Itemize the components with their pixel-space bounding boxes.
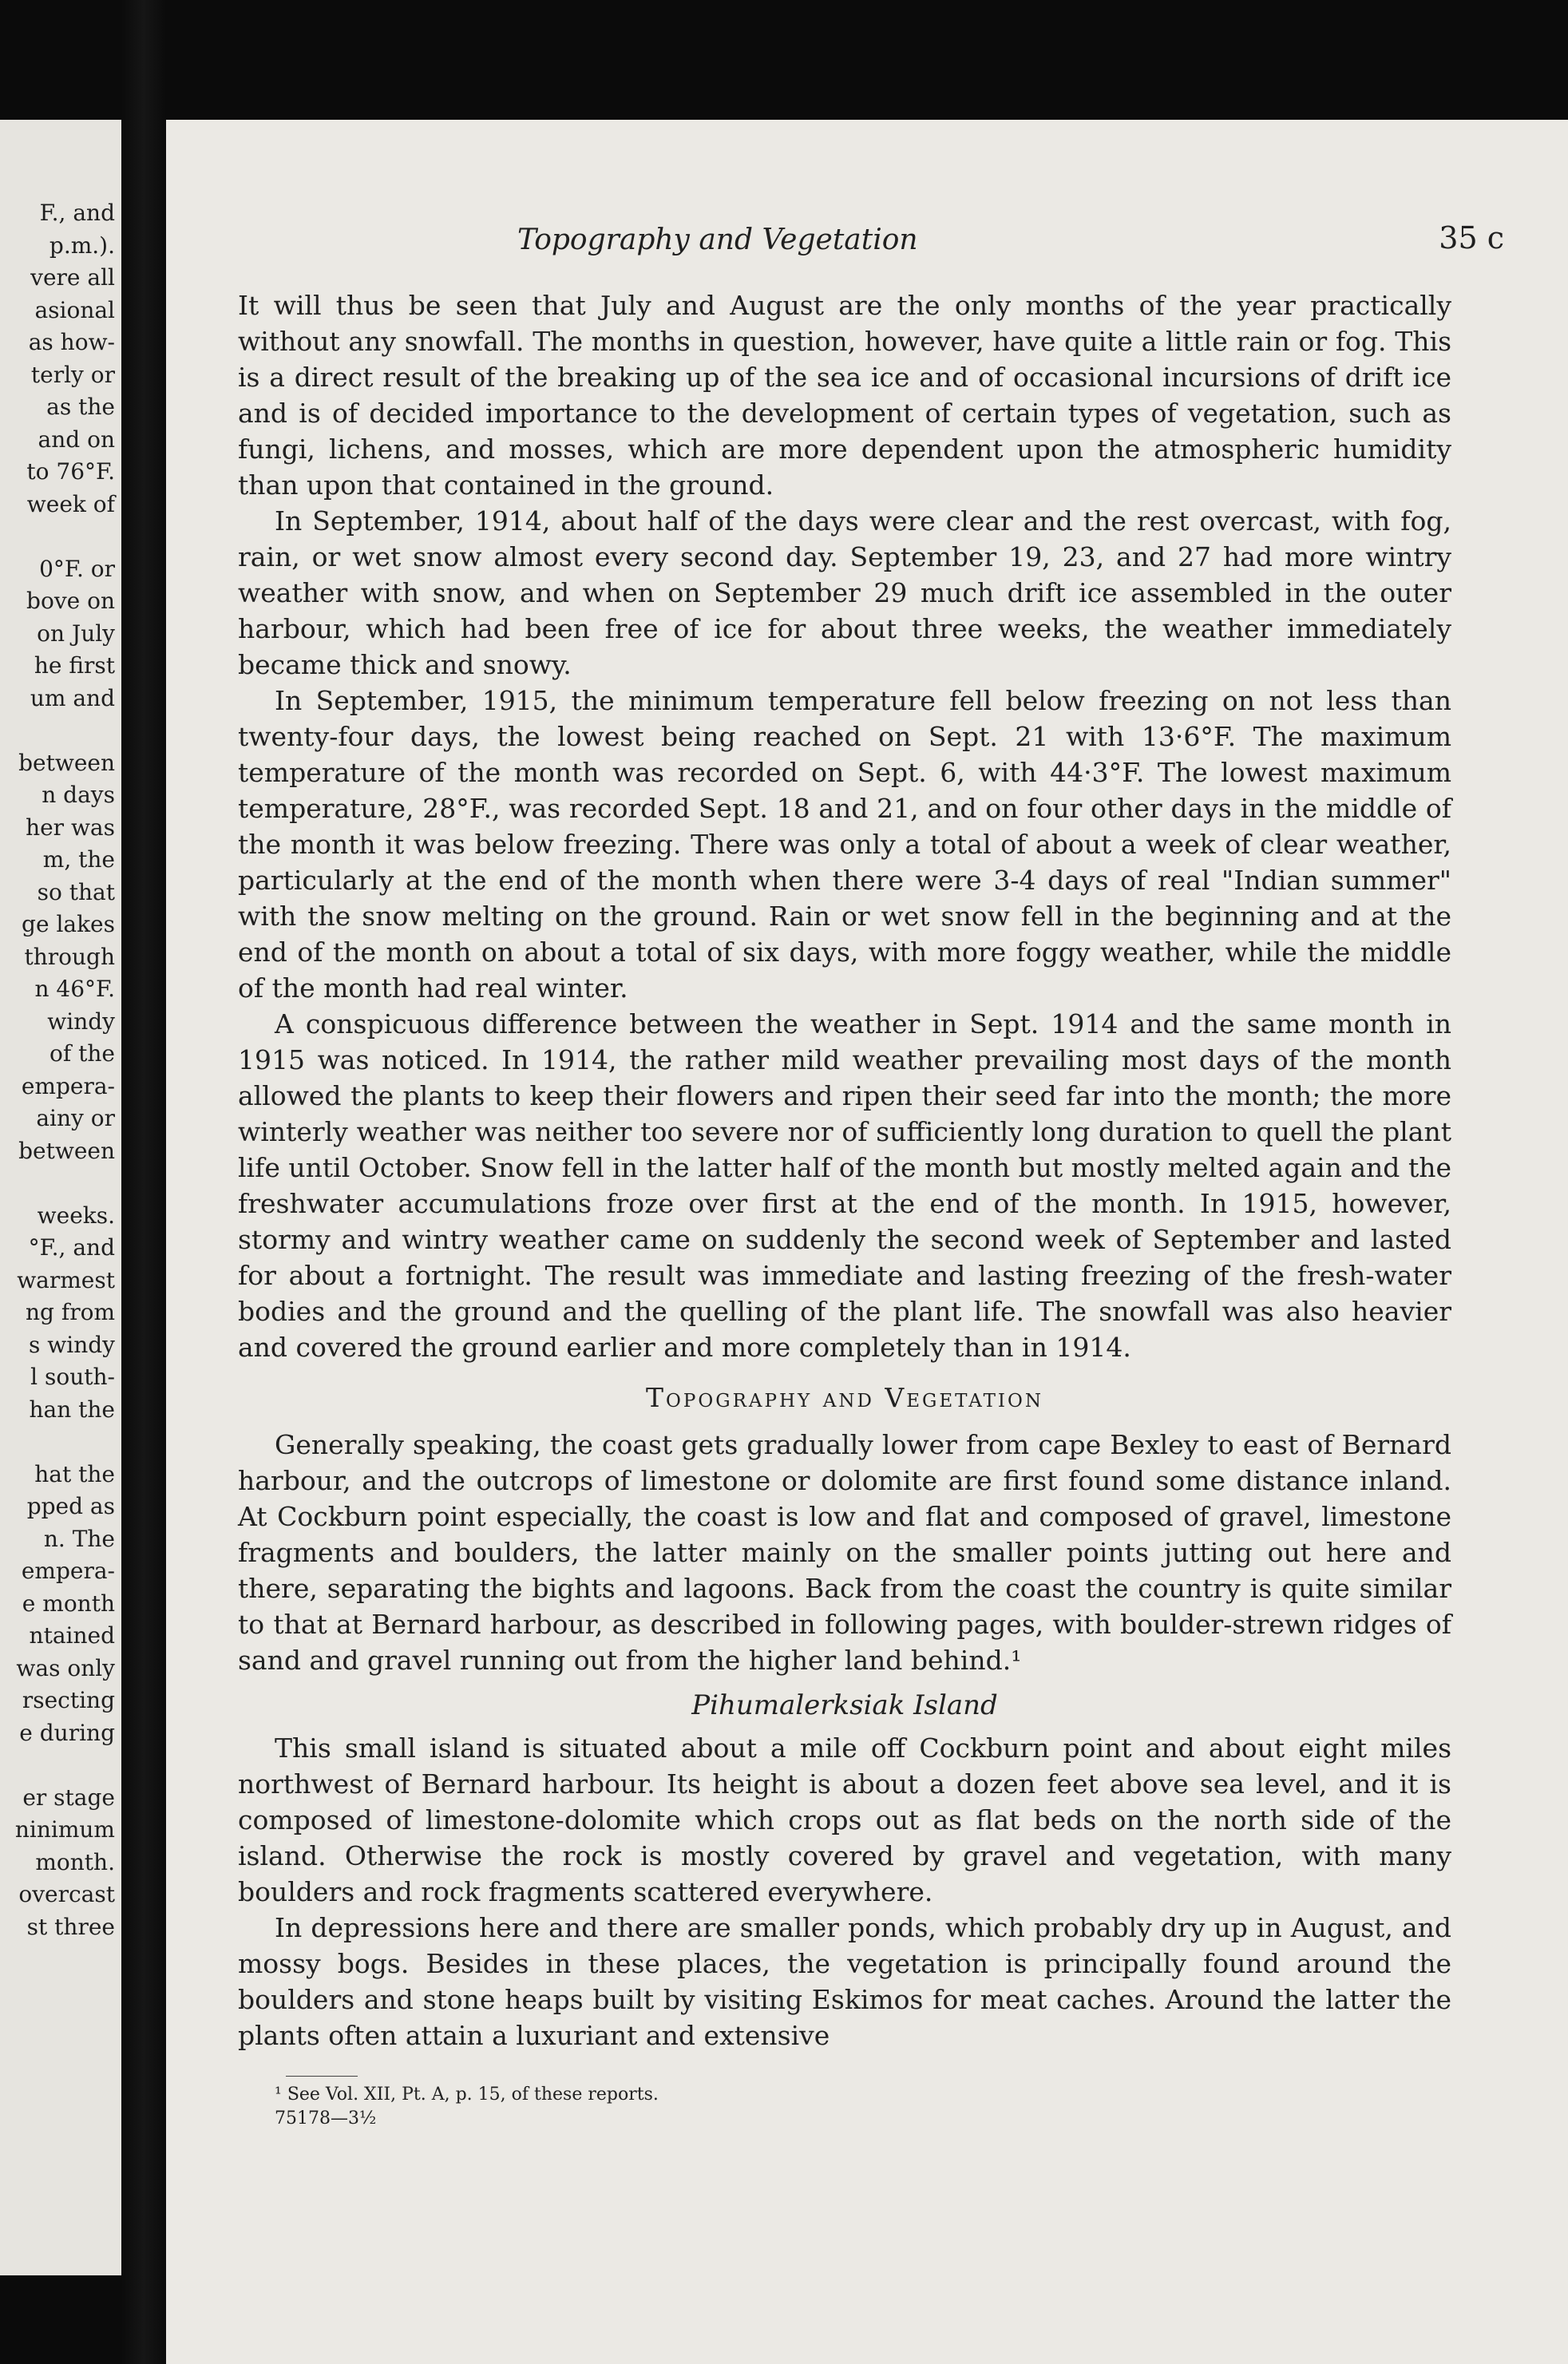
book-gutter [121,0,166,2364]
previous-page-text-fragment: F., and [39,200,115,226]
previous-page-text-fragment: month. [35,1848,115,1875]
running-head: Topography and Vegetation [517,224,918,256]
previous-page-text-fragment: warmest [17,1266,115,1293]
previous-page-text-fragment: s windy [29,1331,115,1358]
paragraph: In depressions here and there are smaller ponds, which probably dry up in August, and mossy bogs. Besides in these places, the vegetation is principally found around the boulders and stone heaps built by visiting Eskimos for meat caches. Around the latter the plants often attain a luxuriant and extensive [238,1912,1451,2051]
previous-page-text-fragment: asional [34,296,115,323]
book-page [166,120,1568,2364]
footnote: ¹ See Vol. XII, Pt. A, p. 15, of these reports. [275,2085,659,2105]
previous-page-text-fragment: through [24,943,115,970]
previous-page-text-fragment: windy [47,1008,115,1035]
previous-page-text-fragment: on July [37,620,115,647]
previous-page-text-fragment: of the [49,1040,115,1067]
previous-page-text-fragment: her was [26,814,115,841]
previous-page-text-fragment: 0°F. or [39,555,115,582]
previous-page-text-fragment: l south- [30,1364,115,1390]
previous-page-text-fragment: he first [34,652,115,679]
paragraph: This small island is situated about a mile off Cockburn point and about eight miles northwest of Bernard harbour. Its height is about a dozen feet above sea level, and it is composed of limestone-dolomite which crops out as flat beds on the north side of the island. Otherwise the rock is mostly covered by gravel and vegetation, with many boulders and rock fragments scattered everywhere. [238,1732,1451,1907]
previous-page-text-fragment: n. The [43,1525,115,1552]
previous-page-text-fragment: er stage [22,1784,115,1811]
previous-page-text-fragment: overcast [18,1881,115,1907]
previous-page-text-fragment: week of [26,490,115,517]
previous-page-text-fragment: between [18,1137,115,1164]
previous-page-text-fragment: rsecting [22,1687,115,1713]
section-heading: Topography and Vegetation [646,1382,1043,1413]
previous-page-text-fragment: as the [46,394,115,420]
previous-page-text-fragment: between [18,749,115,776]
printer-signature-mark: 75178—3½ [275,2109,377,2128]
previous-page-text-fragment: weeks. [37,1202,115,1229]
previous-page-text-fragment: um and [30,684,115,711]
page-number: 35 c [1439,220,1504,255]
subsection-heading: Pihumalerksiak Island [691,1689,998,1721]
previous-page-text-fragment: bove on [26,588,115,614]
paragraph: It will thus be seen that July and August are the only months of the year practically without any snowfall. The months in question, however, have quite a little rain or fog. This is a direct result of the breaking up of the sea ice and of occasional incursions of drift ice and is of decided importance to the development of certain types of vegetation, such as fungi, lichens, and mosses, which are more dependent upon the atmospheric humidity than upon that contained in the ground. [238,290,1451,501]
previous-page-text-fragment: ninimum [14,1816,115,1843]
previous-page-text-fragment: e during [19,1719,115,1746]
previous-page-text-fragment: ainy or [36,1105,115,1131]
previous-page-text-fragment: so that [37,878,115,905]
previous-page-text-fragment: empera- [21,1072,115,1099]
previous-page-text-fragment: ntained [29,1622,115,1649]
previous-page-text-fragment: empera- [21,1558,115,1584]
previous-page-text-fragment: was only [16,1654,115,1681]
paragraph: In September, 1914, about half of the days were clear and the rest overcast, with fog, rain, or wet snow almost every second day. September 19, 23, and 27 had more wintry weather with snow, and when on September 29 much drift ice assembled in the outer harbour, which had been free of ice for about three weeks, the weather immediately became thick and snowy. [238,505,1451,680]
previous-page-text-fragment: pped as [26,1493,115,1519]
previous-page-text-fragment: °F., and [28,1234,115,1261]
previous-page-text-fragment: hat the [34,1460,115,1487]
previous-page-edge [0,120,121,2275]
previous-page-text-fragment: terly or [30,361,115,388]
previous-page-text-fragment: as how- [28,329,115,355]
paragraph: In September, 1915, the minimum temperature fell below freezing on not less than twenty-four days, the lowest being reached on Sept. 21 with 13·6°F. The maximum temperature of the month was recorded on Sept. 6, with 44·3°F. The lowest maximum temperature, 28°F., was recorded Sept. 18 and 21, and on four other days in the middle of the month it was below freezing. There was only a total of about a week of clear weather, particularly at the end of the month when there were 3-4 days of real "Indian summer" with the snow melting on the ground. Rain or wet snow fell in the beginning and at the end of the month on about a total of six days, with more foggy weather, while the middle of the month had real winter. [238,685,1451,1004]
body-text [238,287,1451,2131]
previous-page-text-fragment: ge lakes [22,911,115,937]
paragraph: A conspicuous difference between the weather in Sept. 1914 and the same month in 1915 was noticed. In 1914, the rather mild weather prevailing most days of the month allowed the plants to keep their flowers and ripen their seed far into the month; the more winterly weather was neither too severe nor of sufficiently long duration to quell the plant life until October. Snow fell in the latter half of the month but mostly melted again and the freshwater accumulations froze over first at the end of the month. In 1915, however, stormy and wintry weather came on suddenly the second week of September and lasted for about a fortnight. The result was immediate and lasting freezing of the fresh-water bodies and the ground and the quelling of the plant life. The snowfall was also heavier and covered the ground earlier and more completely than in 1914. [238,1008,1451,1363]
previous-page-text-fragment: and on [38,426,115,453]
previous-page-text-fragment: e month [22,1590,115,1617]
paragraph: Generally speaking, the coast gets gradually lower from cape Bexley to east of Bernard harbour, and the outcrops of limestone or dolomite are first found some distance inland. At Cockburn point especially, the coast is low and flat and composed of gravel, limestone fragments and boulders, the latter mainly on the smaller points jutting out here and there, separating the bights and lagoons. Back from the coast the country is quite similar to that at Bernard harbour, as described in following pages, with boulder-strewn ridges of sand and gravel running out from the higher land behind.¹ [238,1429,1451,1676]
previous-page-text-fragment: ng from [25,1299,115,1325]
previous-page-text-fragment: m, the [42,846,115,873]
previous-page-text-fragment: n 46°F. [34,976,115,1002]
previous-page-text-fragment: to 76°F. [26,458,115,485]
previous-page-text-fragment: han the [29,1396,115,1423]
previous-page-text-fragment: st three [26,1913,115,1940]
page-header [166,220,1568,271]
previous-page-text-fragment: vere all [30,264,115,291]
previous-page-text-fragment: n days [42,782,115,808]
previous-page-text-fragment: p.m.). [49,232,115,259]
footnote-rule [286,2076,358,2077]
